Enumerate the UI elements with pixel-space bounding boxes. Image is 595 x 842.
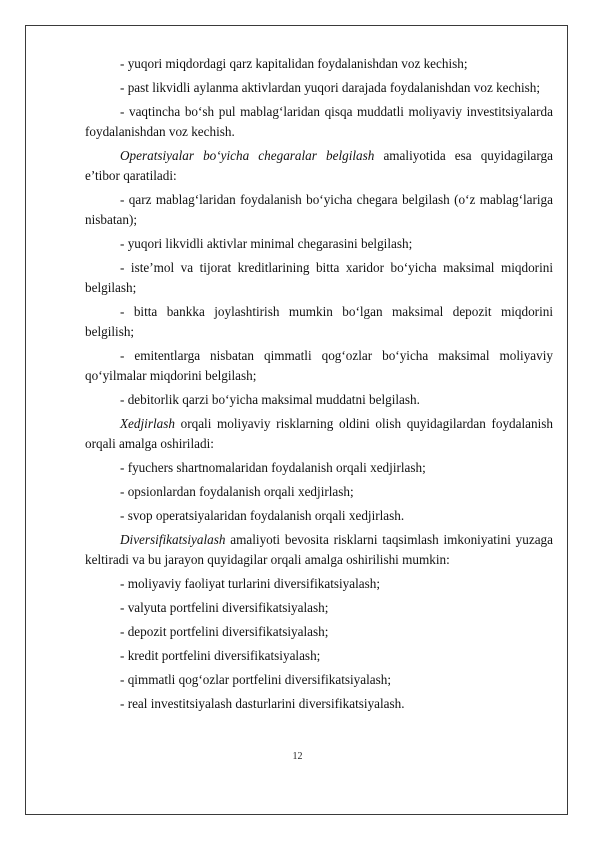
list-item: - svop operatsiyalaridan foydalanish orqali xedjirlash. (120, 508, 405, 523)
term-italic: Operatsiyalar bo‘yicha chegaralar belgilash (120, 148, 375, 163)
paragraph-text: amaliyotida esa quyidagilarga e’tibor qaratiladi: (85, 148, 553, 183)
list-item: - emitentlarga nisbatan qimmatli qog‘ozlar bo‘yicha maksimal moliyaviy qo‘yilmalar miqdorini belgilash; (85, 348, 553, 383)
paragraph (85, 530, 553, 570)
paragraph (85, 414, 553, 454)
paragraph-text: orqali moliyaviy risklarning oldini olish quyidagilardan foydalanish orqali amalga oshiriladi: (85, 416, 553, 451)
paragraph-text: amaliyoti bevosita risklarni taqsimlash imkoniyatini yuzaga keltiradi va bu jarayon quyidagilar orqali amalga oshirilishi mumkin: (85, 532, 553, 567)
list-item: - real investitsiyalash dasturlarini diversifikatsiyalash. (120, 696, 405, 711)
term-italic: Xedjirlash (120, 416, 175, 431)
list-item: - iste’mol va tijorat kreditlarining bitta xaridor bo‘yicha maksimal miqdorini belgilash; (85, 260, 553, 295)
page-number: 12 (292, 751, 303, 762)
list-item: - qimmatli qog‘ozlar portfelini diversifikatsiyalash; (120, 672, 392, 687)
list-item: - bitta bankka joylashtirish mumkin bo‘lgan maksimal depozit miqdorini belgilish; (85, 304, 553, 339)
list-item: - qarz mablag‘laridan foydalanish bo‘yicha chegara belgilash (o‘z mablag‘lariga nisbatan); (85, 192, 553, 227)
list-item: - opsionlardan foydalanish orqali xedjirlash; (120, 484, 354, 499)
list-item: - vaqtincha bo‘sh pul mablag‘laridan qisqa muddatli moliyaviy investitsiyalarda foydalanishdan voz kechish. (85, 104, 553, 139)
list-item: - moliyaviy faoliyat turlarini diversifikatsiyalash; (120, 576, 381, 591)
term-italic: Diversifikatsiyalash (120, 532, 226, 547)
document-body (85, 54, 553, 718)
list-item: - fyuchers shartnomalaridan foydalanish orqali xedjirlash; (120, 460, 426, 475)
list-item: - kredit portfelini diversifikatsiyalash; (120, 648, 321, 663)
list-item: - yuqori likvidli aktivlar minimal chegarasini belgilash; (120, 236, 413, 251)
list-item: - valyuta portfelini diversifikatsiyalash; (120, 600, 329, 615)
list-item: - yuqori miqdordagi qarz kapitalidan foydalanishdan voz kechish; (120, 56, 468, 71)
list-item: - depozit portfelini diversifikatsiyalash; (120, 624, 329, 639)
list-item: - past likvidli aylanma aktivlardan yuqori darajada foydalanishdan voz kechish; (120, 80, 541, 95)
list-item: - debitorlik qarzi bo‘yicha maksimal muddatni belgilash. (120, 392, 420, 407)
paragraph (85, 146, 553, 186)
